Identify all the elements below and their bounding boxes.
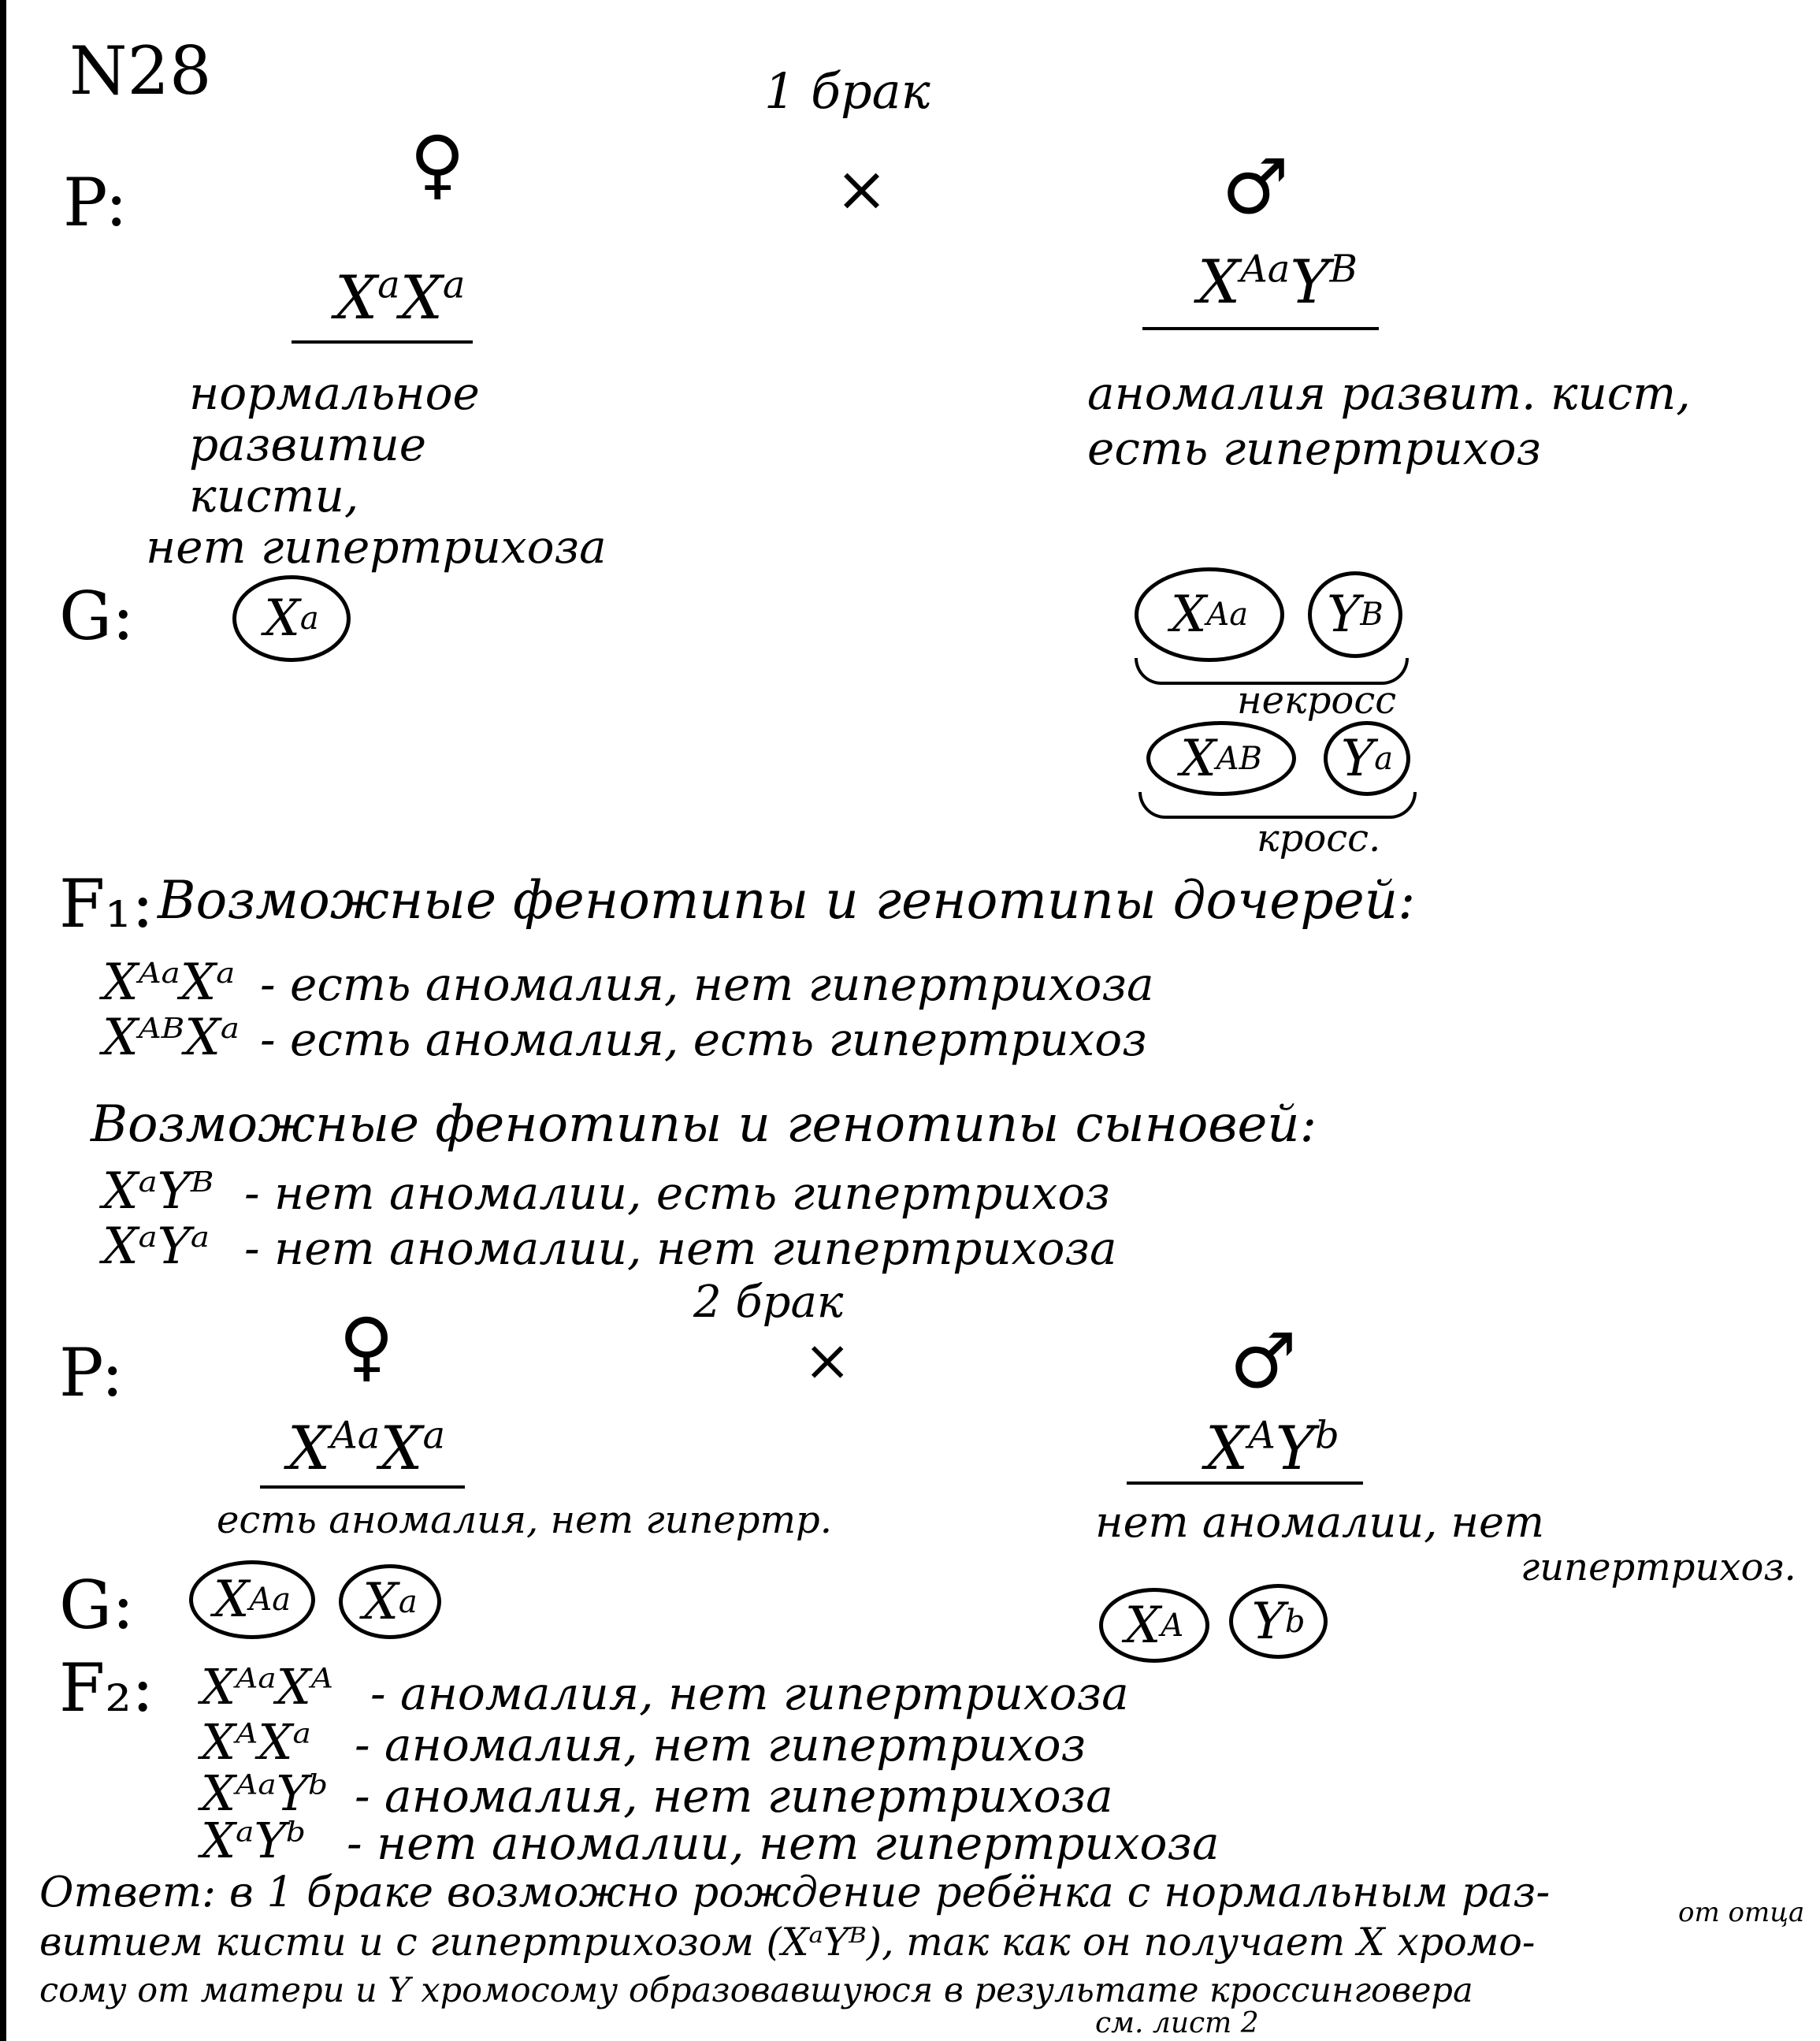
cross1-female-underline [292,340,473,344]
f1-label: F₁: [59,865,154,942]
cross2-female-gamete-2: X a [339,1564,441,1639]
cross2-female-gamete-1: X Aa [189,1560,315,1639]
female-phenotype-line-2: развитие [189,418,427,471]
cross2-p-label: P: [59,1334,124,1411]
cross1-male-underline [1142,327,1379,330]
cross2-male-gamete-1: X A [1099,1588,1209,1663]
cross2-male-gamete-2: Y b [1229,1584,1328,1659]
left-margin-line [0,0,6,2041]
f1-daughter-1-genotype: XᴬᵃXᵃ [102,954,236,1012]
cross1-title: 1 брак [764,62,930,120]
cross-sign: × [835,152,889,225]
cross2-male-genotype: $X^AY^b$ [1205,1413,1339,1483]
f1-son-1-genotype: XᵃYᴮ [102,1162,214,1221]
f1-son-1-text: - нет аномалии, есть гипертрихоз [244,1166,1110,1220]
male-symbol: ♂ [1221,143,1290,232]
cross2-female-genotype: $X^{Aa}X^a$ [288,1413,446,1483]
f1-daughter-2-text: - есть аномалия, есть гипертрихоз [260,1013,1147,1066]
f1-daughter-2-genotype: XᴬᴮXᵃ [102,1009,240,1067]
noncross-label: некросс [1237,678,1397,723]
female-phenotype-line-1: нормальное [189,366,480,420]
f1-daughter-1-text: - есть аномалия, нет гипертрихоза [260,957,1154,1011]
male-phenotype-line-1: аномалия развит. кист, [1087,366,1691,420]
cross2-g-label: G: [59,1567,135,1644]
cross1-male-genotype: $X^{Aa}Y^B$ [1198,247,1358,317]
cross2-cross-sign: × [804,1327,852,1393]
answer-line-3: сому от матери и Y хромосому образовавшуюся в результате кроссинговера [39,1971,1473,2010]
cross2-title: 2 брак [693,1277,844,1328]
cross1-male-gamete-noncross-x: X Aa [1135,567,1284,662]
see-sheet-note: см. лист 2 [1095,2007,1259,2039]
cross-label: кросс. [1257,816,1381,861]
cross2-female-symbol: ♀ [339,1302,395,1390]
problem-number: N28 [69,32,212,110]
cross2-female-underline [260,1485,465,1489]
cross2-male-underline [1127,1481,1363,1485]
cross1-male-gamete-cross-x: X AB [1146,721,1296,796]
cross-brace [1138,792,1417,819]
f1-son-2-genotype: XᵃYᵃ [102,1218,210,1276]
f2-row-2-genotype: XᴬXᵃ [201,1713,311,1771]
cross2-female-phenotype: есть аномалия, нет гипертр. [217,1498,833,1542]
male-phenotype-line-2: есть гипертрихоз [1087,422,1542,475]
f2-row-1-text: - аномалия, нет гипертрихоза [370,1667,1129,1720]
f2-label: F₂: [59,1649,154,1727]
f2-row-2-text: - аномалия, нет гипертрихоз [355,1718,1086,1771]
cross2-male-phenotype-line-1: нет аномалии, нет [1095,1497,1545,1547]
f1-sons-heading: Возможные фенотипы и генотипы сыновей: [91,1095,1317,1154]
female-symbol: ♀ [410,120,466,208]
cross1-g-label: G: [59,578,135,655]
answer-note-from-father: от отца [1678,1897,1805,1928]
f2-row-3-genotype: XᴬᵃYᵇ [201,1764,329,1822]
cross2-male-phenotype-line-2: гипертрихоз. [1521,1545,1796,1589]
f1-daughters-heading: Возможные фенотипы и генотипы дочерей: [158,870,1416,931]
f2-row-1-genotype: XᴬᵃXᴬ [201,1658,333,1716]
answer-line-1: Ответ: в 1 браке возможно рождение ребёнка с нормальным раз- [39,1868,1551,1916]
cross1-male-gamete-noncross-y: Y B [1308,571,1402,658]
cross2-male-symbol: ♂ [1229,1318,1298,1406]
f2-row-3-text: - аномалия, нет гипертрихоза [355,1769,1113,1823]
f1-son-2-text: - нет аномалии, нет гипертрихоза [244,1221,1117,1275]
cross1-p-label: P: [63,164,128,241]
answer-line-2: витием кисти и с гипертрихозом (XᵃYᴮ), так как он получает X хромо- [39,1920,1536,1965]
cross1-male-gamete-cross-y: Y a [1324,721,1410,796]
cross1-female-genotype: $X^aX^a$ [335,262,466,333]
f2-row-4-genotype: XᵃYᵇ [201,1812,306,1869]
cross1-female-gamete: X a [232,575,351,662]
female-phenotype-line-3: кисти, [189,469,359,522]
f2-row-4-text: - нет аномалии, нет гипертрихоза [347,1816,1220,1870]
female-phenotype-line-4: нет гипертрихоза [146,520,607,574]
